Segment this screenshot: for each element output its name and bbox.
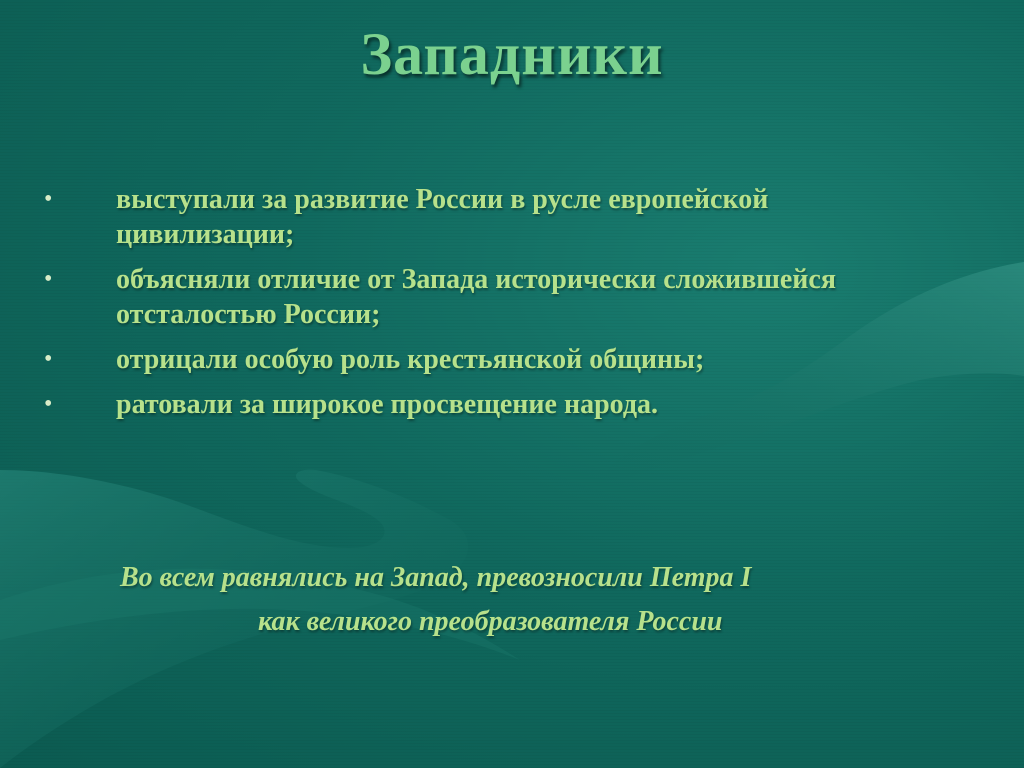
bullet-text: отрицали особую роль крестьянской общины; — [116, 344, 705, 375]
bullet-item — [40, 387, 940, 422]
bullet-text: выступали за развитие России в русле европейской цивилизации; — [116, 184, 769, 250]
bullet-icon: • — [44, 391, 53, 417]
summary-quote — [0, 556, 1024, 644]
bullet-icon: • — [44, 186, 53, 212]
bullet-item — [40, 342, 940, 377]
bullet-item — [40, 262, 940, 332]
quote-line-2: как великого преобразователя России — [258, 606, 723, 637]
bullet-icon: • — [44, 266, 53, 292]
bullet-icon: • — [44, 346, 53, 372]
bullet-text: ратовали за широкое просвещение народа. — [116, 389, 659, 420]
quote-line-1: Во всем равнялись на Запад, превозносили Петра I — [120, 562, 752, 593]
slide-title: Западники — [360, 21, 664, 87]
bullet-item — [40, 182, 940, 252]
bullet-list — [40, 182, 940, 432]
bullet-text: объясняли отличие от Запада исторически сложившейся отсталостью России; — [116, 264, 836, 330]
